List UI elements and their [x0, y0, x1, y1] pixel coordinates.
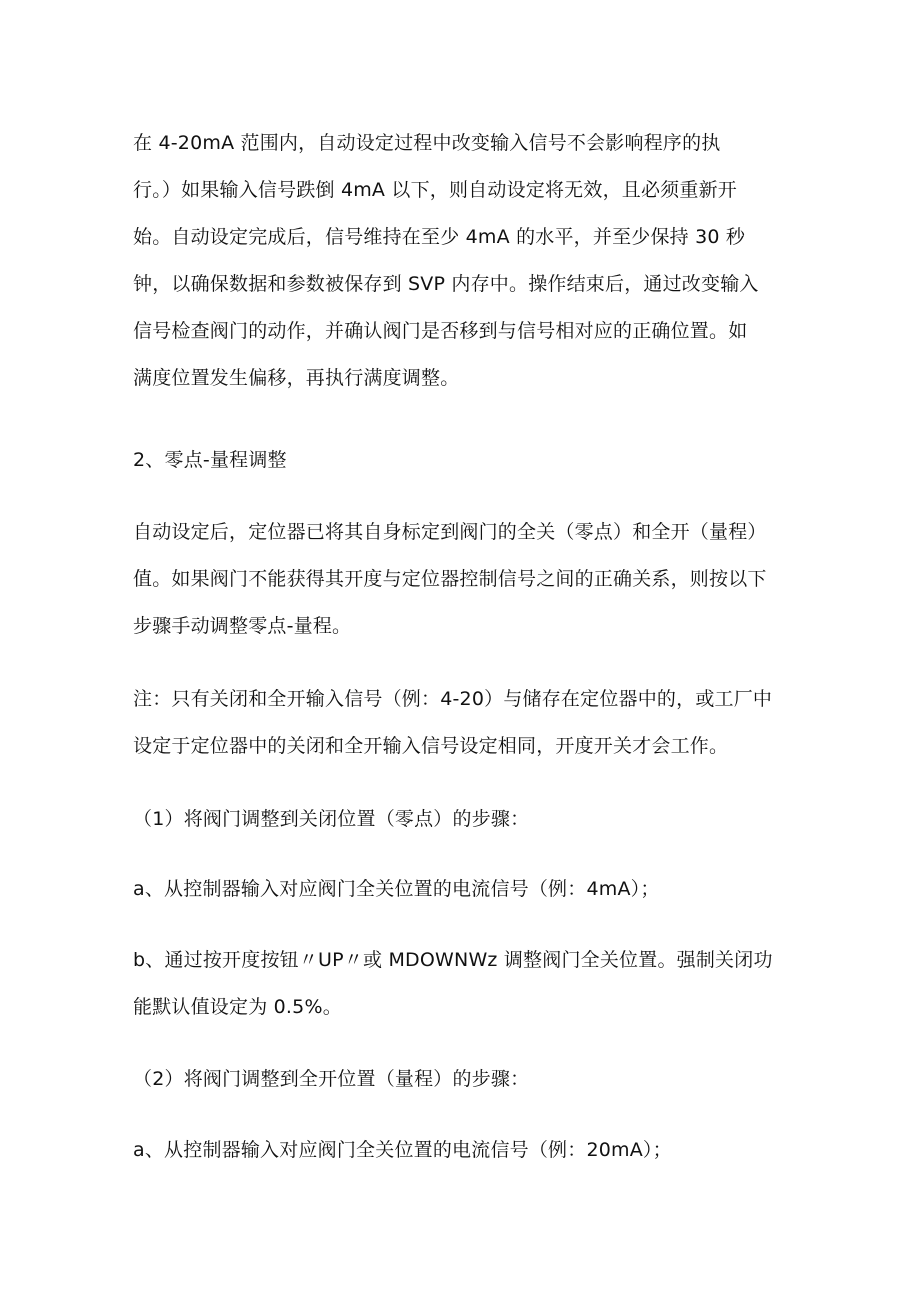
paragraph-1-line-4: 钟，以确保数据和参数被保存到 SVP 内存中。操作结束后，通过改变输入 — [133, 273, 759, 295]
step-2-a: a、从控制器输入对应阀门全关位置的电流信号（例：20mA）； — [133, 1139, 672, 1161]
paragraph-1-line-6: 满度位置发生偏移，再执行满度调整。 — [133, 367, 460, 389]
step-1-a: a、从控制器输入对应阀门全关位置的电流信号（例：4mA）； — [133, 878, 660, 900]
step-2-title: （2）将阀门调整到全开位置（量程）的步骤： — [133, 1068, 530, 1090]
paragraph-1-line-3: 始。自动设定完成后，信号维持在至少 4mA 的水平，并至少保持 30 秒 — [133, 226, 746, 248]
section-heading-2: 2、零点-量程调整 — [133, 449, 287, 471]
paragraph-2-line-1: 自动设定后，定位器已将其自身标定到阀门的全关（零点）和全开（量程） — [133, 521, 767, 543]
paragraph-1-line-5: 信号检查阀门的动作，并确认阀门是否移到与信号相对应的正确位置。如 — [133, 320, 748, 342]
paragraph-1-line-2: 行。）如果输入信号跌倒 4mA 以下，则自动设定将无效，且必须重新开 — [133, 179, 737, 201]
paragraph-1-line-1: 在 4-20mA 范围内，自动设定过程中改变输入信号不会影响程序的执 — [133, 132, 721, 154]
paragraph-2-line-3: 步骤手动调整零点-量程。 — [133, 615, 352, 637]
step-1-title: （1）将阀门调整到关闭位置（零点）的步骤： — [133, 808, 530, 830]
step-1-b-line-2: 能默认值设定为 0.5%。 — [133, 996, 342, 1018]
note-line-1: 注：只有关闭和全开输入信号（例：4-20）与储存在定位器中的，或工厂中 — [133, 688, 773, 710]
paragraph-2-line-2: 值。如果阀门不能获得其开度与定位器控制信号之间的正确关系，则按以下 — [133, 568, 767, 590]
note-line-2: 设定于定位器中的关闭和全开输入信号设定相同，开度开关才会工作。 — [133, 735, 729, 757]
step-1-b-line-1: b、通过按开度按钮〃UP〃或 MDOWNWz 调整阀门全关位置。强制关闭功 — [133, 949, 773, 971]
